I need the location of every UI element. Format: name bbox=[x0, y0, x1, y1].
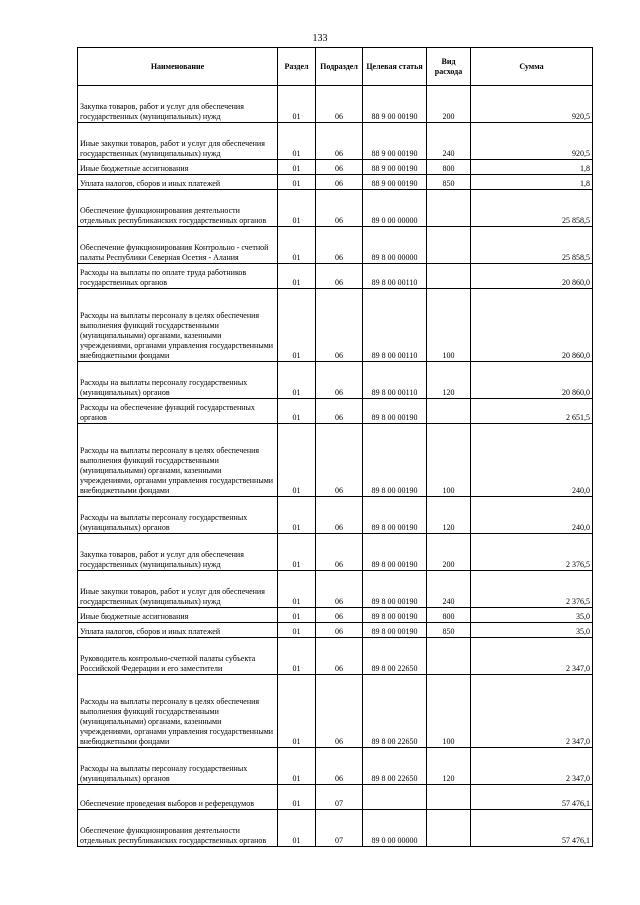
row-name-cell: Руководитель контрольно-счетной палаты субъекта Российской Федерации и его заместители bbox=[78, 638, 278, 675]
table-row bbox=[78, 160, 593, 175]
row-target-item-cell: 89 8 00 22650 bbox=[363, 638, 427, 675]
row-amount-cell: 20 860,0 bbox=[471, 362, 593, 399]
row-subsection-cell: 06 bbox=[316, 424, 363, 497]
row-section-cell: 01 bbox=[278, 399, 316, 424]
header-expense-type: Вид расхода bbox=[427, 48, 471, 86]
row-target-item-cell: 89 8 00 00190 bbox=[363, 608, 427, 623]
row-expense-type-cell bbox=[427, 638, 471, 675]
row-target-item-cell: 88 9 00 00190 bbox=[363, 86, 427, 123]
row-section-cell: 01 bbox=[278, 123, 316, 160]
row-target-item-cell: 89 0 00 00000 bbox=[363, 810, 427, 847]
table-row bbox=[78, 264, 593, 289]
row-section-cell: 01 bbox=[278, 748, 316, 785]
row-name-cell: Расходы на выплаты персоналу в целях обеспечения выполнения функций государственными (муниципальными) органами, казенными учреждениями, органами управления государственными внебюджетными фондами bbox=[78, 289, 278, 362]
row-expense-type-cell: 120 bbox=[427, 362, 471, 399]
row-subsection-cell: 07 bbox=[316, 785, 363, 810]
row-amount-cell: 2 347,0 bbox=[471, 748, 593, 785]
row-amount-cell: 57 476,1 bbox=[471, 785, 593, 810]
row-expense-type-cell: 120 bbox=[427, 748, 471, 785]
header-amount: Сумма bbox=[471, 48, 593, 86]
row-name-cell: Расходы на выплаты персоналу в целях обеспечения выполнения функций государственными (муниципальными) органами, казенными учреждениями, органами управления государственными внебюджетными фондами bbox=[78, 424, 278, 497]
row-target-item-cell: 89 0 00 00000 bbox=[363, 190, 427, 227]
row-section-cell: 01 bbox=[278, 160, 316, 175]
row-name-cell: Уплата налогов, сборов и иных платежей bbox=[78, 175, 278, 190]
table-row bbox=[78, 748, 593, 785]
row-section-cell: 01 bbox=[278, 227, 316, 264]
row-section-cell: 01 bbox=[278, 289, 316, 362]
row-amount-cell: 1,8 bbox=[471, 160, 593, 175]
row-expense-type-cell: 850 bbox=[427, 175, 471, 190]
table-row bbox=[78, 497, 593, 534]
row-amount-cell: 20 860,0 bbox=[471, 289, 593, 362]
table-row bbox=[78, 123, 593, 160]
row-amount-cell: 2 347,0 bbox=[471, 638, 593, 675]
row-expense-type-cell: 200 bbox=[427, 86, 471, 123]
row-target-item-cell: 89 8 00 00190 bbox=[363, 623, 427, 638]
row-amount-cell: 240,0 bbox=[471, 497, 593, 534]
row-expense-type-cell: 240 bbox=[427, 123, 471, 160]
row-amount-cell: 920,5 bbox=[471, 86, 593, 123]
row-section-cell: 01 bbox=[278, 86, 316, 123]
table-row bbox=[78, 227, 593, 264]
row-section-cell: 01 bbox=[278, 497, 316, 534]
row-target-item-cell: 89 8 00 00190 bbox=[363, 399, 427, 424]
table-row bbox=[78, 362, 593, 399]
row-target-item-cell: 89 8 00 00110 bbox=[363, 362, 427, 399]
row-expense-type-cell: 800 bbox=[427, 160, 471, 175]
row-name-cell: Расходы на выплаты персоналу государственных (муниципальных) органов bbox=[78, 362, 278, 399]
row-subsection-cell: 06 bbox=[316, 362, 363, 399]
row-subsection-cell: 06 bbox=[316, 497, 363, 534]
header-name: Наименование bbox=[78, 48, 278, 86]
row-name-cell: Обеспечение функционирования деятельности отдельных республиканских государственных органов bbox=[78, 810, 278, 847]
row-name-cell: Обеспечение проведения выборов и референдумов bbox=[78, 785, 278, 810]
row-amount-cell: 35,0 bbox=[471, 608, 593, 623]
row-target-item-cell: 89 8 00 22650 bbox=[363, 675, 427, 748]
row-subsection-cell: 06 bbox=[316, 227, 363, 264]
row-expense-type-cell: 850 bbox=[427, 623, 471, 638]
table-row bbox=[78, 608, 593, 623]
row-amount-cell: 2 347,0 bbox=[471, 675, 593, 748]
table-row bbox=[78, 810, 593, 847]
row-amount-cell: 25 858,5 bbox=[471, 227, 593, 264]
row-subsection-cell: 06 bbox=[316, 123, 363, 160]
row-expense-type-cell: 100 bbox=[427, 289, 471, 362]
row-expense-type-cell bbox=[427, 227, 471, 264]
table-row bbox=[78, 190, 593, 227]
row-amount-cell: 2 651,5 bbox=[471, 399, 593, 424]
row-expense-type-cell: 240 bbox=[427, 571, 471, 608]
row-expense-type-cell bbox=[427, 785, 471, 810]
row-target-item-cell: 89 8 00 00110 bbox=[363, 289, 427, 362]
row-target-item-cell: 88 9 00 00190 bbox=[363, 123, 427, 160]
row-target-item-cell: 89 8 00 00190 bbox=[363, 497, 427, 534]
row-section-cell: 01 bbox=[278, 623, 316, 638]
row-section-cell: 01 bbox=[278, 675, 316, 748]
row-target-item-cell: 89 8 00 00190 bbox=[363, 534, 427, 571]
row-amount-cell: 57 476,1 bbox=[471, 810, 593, 847]
table-row bbox=[78, 424, 593, 497]
row-expense-type-cell: 120 bbox=[427, 497, 471, 534]
row-subsection-cell: 06 bbox=[316, 160, 363, 175]
table-row bbox=[78, 638, 593, 675]
row-name-cell: Расходы на выплаты персоналу в целях обеспечения выполнения функций государственными (муниципальными) органами, казенными учреждениями, органами управления государственными внебюджетными фондами bbox=[78, 675, 278, 748]
row-name-cell: Уплата налогов, сборов и иных платежей bbox=[78, 623, 278, 638]
row-amount-cell: 240,0 bbox=[471, 424, 593, 497]
row-expense-type-cell bbox=[427, 399, 471, 424]
table-body bbox=[78, 86, 593, 847]
row-section-cell: 01 bbox=[278, 424, 316, 497]
row-expense-type-cell: 200 bbox=[427, 534, 471, 571]
row-amount-cell: 25 858,5 bbox=[471, 190, 593, 227]
header-target-item: Целевая статья bbox=[363, 48, 427, 86]
row-expense-type-cell bbox=[427, 810, 471, 847]
row-amount-cell: 35,0 bbox=[471, 623, 593, 638]
row-target-item-cell bbox=[363, 785, 427, 810]
row-section-cell: 01 bbox=[278, 175, 316, 190]
row-target-item-cell: 89 8 00 00000 bbox=[363, 227, 427, 264]
row-expense-type-cell bbox=[427, 190, 471, 227]
page-number: 133 bbox=[312, 33, 328, 44]
table-header-row bbox=[78, 48, 593, 86]
table-row bbox=[78, 623, 593, 638]
table-row bbox=[78, 399, 593, 424]
row-amount-cell: 20 860,0 bbox=[471, 264, 593, 289]
row-name-cell: Закупка товаров, работ и услуг для обеспечения государственных (муниципальных) нужд bbox=[78, 534, 278, 571]
row-section-cell: 01 bbox=[278, 785, 316, 810]
row-expense-type-cell bbox=[427, 264, 471, 289]
table-row bbox=[78, 175, 593, 190]
row-expense-type-cell: 100 bbox=[427, 675, 471, 748]
row-section-cell: 01 bbox=[278, 571, 316, 608]
row-name-cell: Закупка товаров, работ и услуг для обеспечения государственных (муниципальных) нужд bbox=[78, 86, 278, 123]
row-name-cell: Иные бюджетные ассигнования bbox=[78, 608, 278, 623]
row-subsection-cell: 06 bbox=[316, 175, 363, 190]
row-target-item-cell: 89 8 00 00190 bbox=[363, 424, 427, 497]
header-section: Раздел bbox=[278, 48, 316, 86]
row-section-cell: 01 bbox=[278, 534, 316, 571]
row-subsection-cell: 06 bbox=[316, 399, 363, 424]
row-name-cell: Расходы на выплаты персоналу государственных (муниципальных) органов bbox=[78, 497, 278, 534]
row-name-cell: Расходы на выплаты персоналу государственных (муниципальных) органов bbox=[78, 748, 278, 785]
row-name-cell: Расходы на выплаты по оплате труда работников государственных органов bbox=[78, 264, 278, 289]
budget-table bbox=[77, 47, 593, 847]
row-amount-cell: 2 376,5 bbox=[471, 534, 593, 571]
table-row bbox=[78, 86, 593, 123]
row-section-cell: 01 bbox=[278, 810, 316, 847]
row-subsection-cell: 06 bbox=[316, 638, 363, 675]
row-name-cell: Расходы на обеспечение функций государственных органов bbox=[78, 399, 278, 424]
row-subsection-cell: 06 bbox=[316, 190, 363, 227]
row-subsection-cell: 06 bbox=[316, 86, 363, 123]
row-section-cell: 01 bbox=[278, 264, 316, 289]
row-expense-type-cell: 800 bbox=[427, 608, 471, 623]
row-target-item-cell: 89 8 00 22650 bbox=[363, 748, 427, 785]
row-section-cell: 01 bbox=[278, 190, 316, 227]
row-name-cell: Иные закупки товаров, работ и услуг для обеспечения государственных (муниципальных) нужд bbox=[78, 123, 278, 160]
row-section-cell: 01 bbox=[278, 638, 316, 675]
row-subsection-cell: 07 bbox=[316, 810, 363, 847]
table-row bbox=[78, 534, 593, 571]
row-name-cell: Иные бюджетные ассигнования bbox=[78, 160, 278, 175]
row-subsection-cell: 06 bbox=[316, 289, 363, 362]
row-target-item-cell: 88 9 00 00190 bbox=[363, 160, 427, 175]
row-subsection-cell: 06 bbox=[316, 748, 363, 785]
row-section-cell: 01 bbox=[278, 362, 316, 399]
table-row bbox=[78, 571, 593, 608]
row-subsection-cell: 06 bbox=[316, 264, 363, 289]
row-subsection-cell: 06 bbox=[316, 608, 363, 623]
row-subsection-cell: 06 bbox=[316, 623, 363, 638]
row-target-item-cell: 89 8 00 00190 bbox=[363, 571, 427, 608]
row-name-cell: Иные закупки товаров, работ и услуг для обеспечения государственных (муниципальных) нужд bbox=[78, 571, 278, 608]
row-amount-cell: 1,8 bbox=[471, 175, 593, 190]
table-row bbox=[78, 289, 593, 362]
row-subsection-cell: 06 bbox=[316, 571, 363, 608]
row-subsection-cell: 06 bbox=[316, 675, 363, 748]
table-row bbox=[78, 785, 593, 810]
row-subsection-cell: 06 bbox=[316, 534, 363, 571]
row-name-cell: Обеспечение функционирования деятельности отдельных республиканских государственных органов bbox=[78, 190, 278, 227]
table-row bbox=[78, 675, 593, 748]
row-name-cell: Обеспечение функционирования Контрольно - счетной палаты Республики Северная Осетия - Алания bbox=[78, 227, 278, 264]
header-subsection: Подраздел bbox=[316, 48, 363, 86]
row-amount-cell: 2 376,5 bbox=[471, 571, 593, 608]
row-amount-cell: 920,5 bbox=[471, 123, 593, 160]
row-section-cell: 01 bbox=[278, 608, 316, 623]
row-target-item-cell: 88 9 00 00190 bbox=[363, 175, 427, 190]
row-expense-type-cell: 100 bbox=[427, 424, 471, 497]
row-target-item-cell: 89 8 00 00110 bbox=[363, 264, 427, 289]
